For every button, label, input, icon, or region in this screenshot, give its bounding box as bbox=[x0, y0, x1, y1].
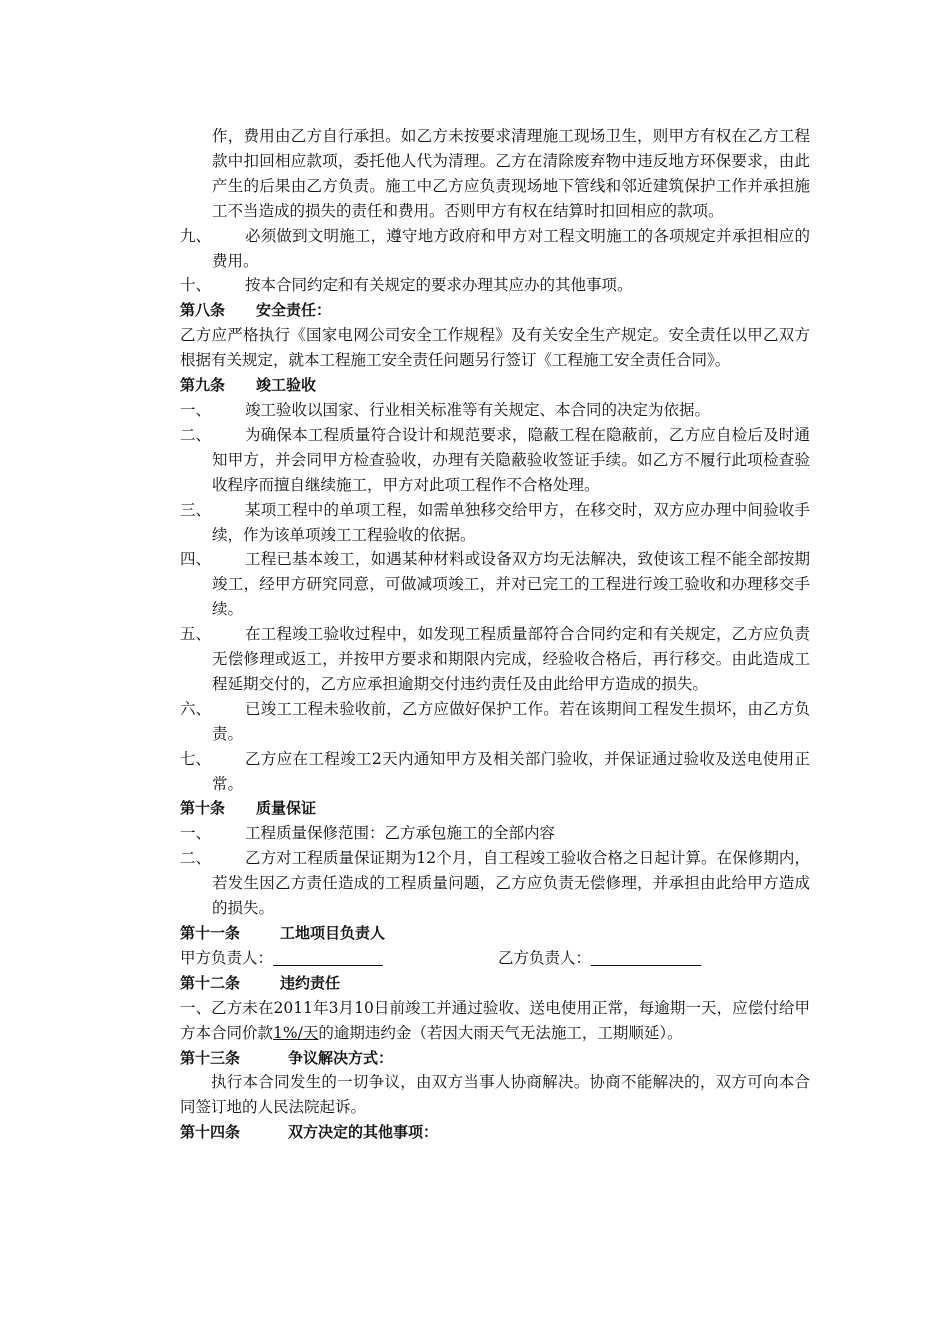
article-label: 第九条 bbox=[180, 376, 226, 395]
party-a-signature bbox=[180, 946, 383, 971]
item-number: 六、 bbox=[180, 699, 212, 718]
item-number: 一、 bbox=[180, 400, 212, 419]
item-text: 按本合同约定和有关规定的要求办理其应办的其他事项。 bbox=[245, 276, 633, 295]
item-text: 为确保本工程质量符合设计和规范要求，隐蔽工程在隐蔽前，乙方应自检后及时通知甲方，并会同甲方检查验收，办理有关隐蔽验收签证手续。如乙方不履行此项检查验收程序而擅自继续施工，甲方对此项工程作不合格处理。 bbox=[212, 425, 810, 494]
item-text: 已竣工工程未验收前，乙方应做好保护工作。若在该期间工程发生损坏，由乙方负责。 bbox=[212, 699, 810, 743]
article-label: 第十四条 bbox=[180, 1123, 241, 1142]
item-text: 乙方应在工程竣工2天内通知甲方及相关部门验收，并保证通过验收及送电使用正常。 bbox=[212, 749, 810, 793]
article-title: 竣工验收 bbox=[256, 376, 317, 395]
list-item bbox=[180, 273, 810, 298]
item-number: 二、 bbox=[180, 849, 212, 868]
party-b-blank bbox=[591, 948, 701, 966]
item-text: 某项工程中的单项工程，如需单独移交给甲方，在移交时，双方应办理中间验收手续，作为该单项竣工工程验收的依据。 bbox=[212, 500, 810, 544]
continued-paragraph: 作，费用由乙方自行承担。如乙方未按要求清理施工现场卫生，则甲方有权在乙方工程款中扣回相应款项，委托他人代为清理。乙方在清除废弃物中违反地方环保要求，由此产生的后果由乙方负责。施工中乙方应负责现场地下管线和邻近建筑保护工作并承担施工不当造成的损失的责任和费用。否则甲方有权在结算时扣回相应的款项。 bbox=[212, 127, 810, 220]
item-text: 在工程竣工验收过程中，如发现工程质量部符合合同约定和有关规定，乙方应负责无偿修理或返工，并按甲方要求和期限内完成，经验收合格后，再行移交。由此造成工程延期交付的，乙方应承担逾期交付违约责任及由此给甲方造成的损失。 bbox=[212, 625, 810, 693]
item-number: 五、 bbox=[180, 625, 212, 644]
item-number: 九、 bbox=[180, 226, 212, 245]
item-text: 必须做到文明施工，遵守地方政府和甲方对工程文明施工的各项规定并承担相应的费用。 bbox=[212, 226, 810, 270]
list-item bbox=[180, 224, 810, 274]
article-title: 工地项目负责人 bbox=[280, 924, 386, 942]
item-text: 竣工验收以国家、行业相关标准等有关规定、本合同的决定为依据。 bbox=[245, 400, 711, 419]
list-item bbox=[180, 547, 810, 622]
party-b-signature bbox=[498, 946, 701, 971]
item-number: 三、 bbox=[180, 500, 212, 519]
list-item bbox=[180, 821, 810, 846]
article-12-body bbox=[180, 996, 810, 1046]
item-number: 四、 bbox=[180, 550, 212, 569]
list-item bbox=[180, 423, 810, 498]
article-label: 第十三条 bbox=[180, 1048, 241, 1067]
article-label: 第十条 bbox=[180, 799, 226, 818]
article-title: 质量保证 bbox=[256, 799, 317, 818]
article-13-heading bbox=[180, 1046, 810, 1071]
article-title: 违约责任 bbox=[280, 973, 341, 992]
item-text: 乙方对工程质量保证期为12个月，自工程竣工验收合格之日起计算。在保修期内，若发生因乙方责任造成的工程质量问题，乙方应负责无偿修理，并承担由此给甲方造成的损失。 bbox=[212, 849, 810, 918]
item-text: 工程质量保修范围：乙方承包施工的全部内容 bbox=[245, 824, 556, 843]
document-body bbox=[180, 124, 810, 1145]
item-number: 一、 bbox=[180, 824, 212, 843]
penalty-text-post: 的逾期违约金（若因大雨天气无法施工，工期顺延）。 bbox=[318, 1023, 683, 1042]
list-item bbox=[180, 622, 810, 697]
signature-line bbox=[180, 946, 810, 971]
article-9-heading bbox=[180, 373, 810, 398]
article-12-heading bbox=[180, 971, 810, 996]
list-item bbox=[180, 697, 810, 747]
article-8-heading bbox=[180, 298, 810, 323]
article-title: 争议解决方式： bbox=[288, 1048, 394, 1067]
party-a-label: 甲方负责人： bbox=[180, 948, 274, 967]
item-number: 七、 bbox=[180, 749, 212, 768]
list-item bbox=[180, 498, 810, 548]
party-a-blank bbox=[273, 948, 383, 966]
article-13-body: 执行本合同发生的一切争议，由双方当事人协商解决。协商不能解决的，双方可向本合同签订地的人民法院起诉。 bbox=[180, 1073, 810, 1117]
list-item bbox=[180, 398, 810, 423]
article-title: 双方决定的其他事项： bbox=[288, 1123, 439, 1142]
article-label: 第十二条 bbox=[180, 973, 241, 992]
item-number: 二、 bbox=[180, 425, 212, 444]
article-title: 安全责任： bbox=[256, 301, 332, 320]
article-8-body: 乙方应严格执行《国家电网公司安全工作规程》及有关安全生产规定。安全责任以甲乙双方根据有关规定，就本工程施工安全责任问题另行签订《工程施工安全责任合同》。 bbox=[180, 326, 810, 370]
list-item bbox=[180, 747, 810, 797]
article-label: 第八条 bbox=[180, 301, 226, 320]
item-text: 工程已基本竣工，如遇某种材料或设备双方均无法解决，致使该工程不能全部按期竣工，经甲方研究同意，可做减项竣工，并对已完工的工程进行竣工验收和办理移交手续。 bbox=[212, 550, 810, 619]
party-b-label: 乙方负责人： bbox=[498, 948, 592, 967]
article-11-heading bbox=[180, 921, 810, 946]
item-number: 十、 bbox=[180, 276, 212, 295]
list-item bbox=[180, 846, 810, 921]
article-label: 第十一条 bbox=[180, 924, 241, 942]
penalty-text-pre: 一、乙方未在2011年3月10日前竣工并通过验收、送电使用正常，每逾期一天，应偿付给甲方本合同价款 bbox=[180, 998, 810, 1042]
article-10-heading bbox=[180, 796, 810, 821]
penalty-rate: 1%/天 bbox=[273, 1023, 319, 1042]
article-14-heading bbox=[180, 1120, 810, 1145]
